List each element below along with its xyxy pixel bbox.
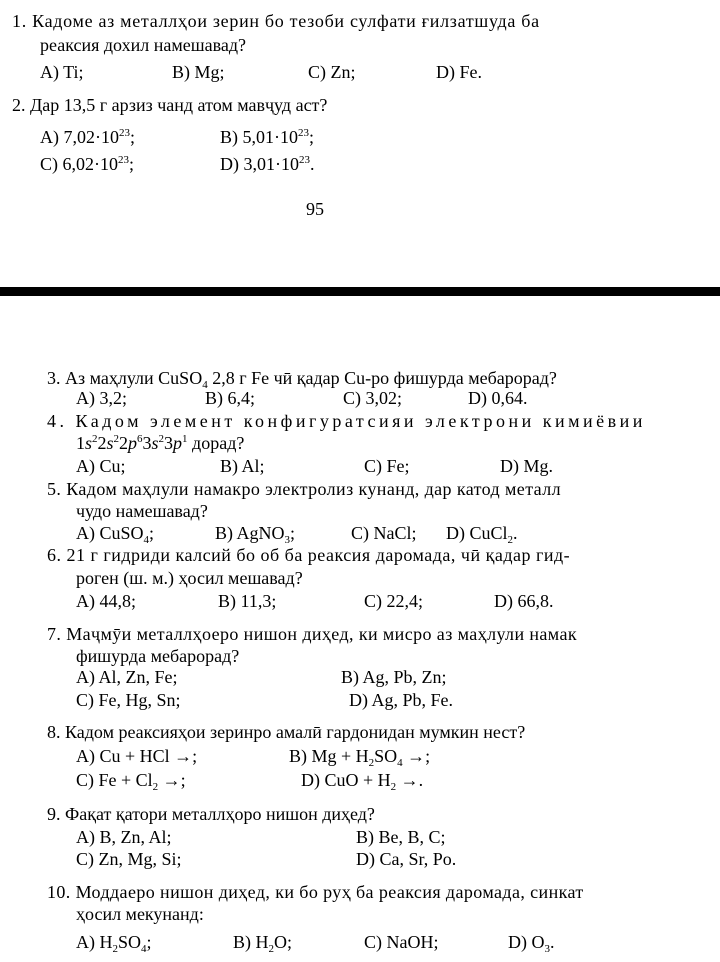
orbital-term: $2s^2$ xyxy=(97,433,120,453)
q4-option-b: B) Al; xyxy=(220,456,265,476)
q3-text: 3. Аз маҳлули CuSO$_4$ 2,8 г Fe чӣ қадар Cu-ро фишурда мебарорад? xyxy=(47,368,557,391)
q4-option-c: C) Fe; xyxy=(364,456,410,476)
q5-option-d: D) CuCl$_2$. xyxy=(446,523,518,546)
orbital-term: $3s^2$ xyxy=(142,433,165,453)
q10-text-line2: ҳосил мекунанд: xyxy=(76,904,204,924)
q2-option-a: A) $7,02\cdot 10^{23}$; xyxy=(40,127,136,147)
q8-option-a: A) Cu + HCl →; xyxy=(76,746,198,766)
q8-option-c: C) $Fe + Cl_2$ →; xyxy=(76,770,186,793)
q7-text-line1: 7. Маҷмӯи металлҳоеро нишон диҳед, ки мисро аз маҳлули намак xyxy=(47,624,577,644)
page-divider xyxy=(0,287,720,296)
q2-text: 2. Дар 13,5 г арзиз чанд атом мавҷуд аст? xyxy=(12,95,328,115)
q4-text-line2: $1s^22s^22p^63s^23p^1$ дорад? xyxy=(76,433,245,453)
q5-text-line1: 5. Кадом маҳлули намакро электролиз кунанд, дар катод металл xyxy=(47,479,561,499)
q8-option-b: B) $Mg + H_2SO_4$ →; xyxy=(289,746,431,769)
q6-text-line2: роген (ш. м.) ҳосил мешавад? xyxy=(76,568,303,588)
q9-option-c: C) Zn, Mg, Si; xyxy=(76,849,182,869)
q4-option-a: A) Cu; xyxy=(76,456,126,476)
q7-option-b: B) Ag, Pb, Zn; xyxy=(341,667,447,687)
q6-option-c: C) 22,4; xyxy=(364,591,424,611)
q7-option-d: D) Ag, Pb, Fe. xyxy=(349,690,454,710)
q4-text-line1: 4. Кадом элемент конфигуратсияи электрони кимиёвии xyxy=(47,411,646,431)
q3-option-b: B) 6,4; xyxy=(205,388,256,408)
orbital-term: $1s^2$ xyxy=(76,433,98,453)
q9-text: 9. Фақат қатори металлҳоро нишон диҳед? xyxy=(47,804,375,824)
q10-option-d: D) $O_3$. xyxy=(508,932,555,955)
q6-text-line1: 6. 21 г гидриди калсий бо об ба реаксия даромада, чӣ қадар гид- xyxy=(47,545,571,565)
q3-option-a: A) 3,2; xyxy=(76,388,127,408)
q9-option-d: D) Ca, Sr, Po. xyxy=(356,849,457,869)
q1-option-d: D) Fe. xyxy=(436,62,482,82)
q1-option-c: C) Zn; xyxy=(308,62,356,82)
q2-option-d: D) $3,01\cdot 10^{23}$. xyxy=(220,154,315,174)
q6-option-a: A) 44,8; xyxy=(76,591,136,611)
q1-option-a: A) Ti; xyxy=(40,62,84,82)
q5-text-line2: чудо намешавад? xyxy=(76,501,208,521)
q5-option-a: A) CuSO$_4$; xyxy=(76,523,155,546)
q10-option-a: A) $H_2SO_4$; xyxy=(76,932,152,955)
q10-option-c: C) NaOH; xyxy=(364,932,439,952)
q9-option-a: A) B, Zn, Al; xyxy=(76,827,172,847)
q8-option-d: D) CuO + $H_2$ →. xyxy=(301,770,424,793)
q2-option-c: C) $6,02\cdot 10^{23}$; xyxy=(40,154,135,174)
q1-option-b: B) Mg; xyxy=(172,62,225,82)
q4-option-d: D) Mg. xyxy=(500,456,553,476)
q2-option-b: B) $5,01\cdot 10^{23}$; xyxy=(220,127,315,147)
q7-option-a: A) Al, Zn, Fe; xyxy=(76,667,178,687)
q5-option-b: B) AgNO$_3$; xyxy=(215,523,296,546)
q7-option-c: C) Fe, Hg, Sn; xyxy=(76,690,181,710)
q5-option-c: C) NaCl; xyxy=(351,523,417,543)
q1-text-line2: реаксия дохил намешавад? xyxy=(40,35,246,55)
q9-option-b: B) Be, B, C; xyxy=(356,827,446,847)
q7-text-line2: фишурда мебарорад? xyxy=(76,646,240,666)
q3-option-d: D) 0,64. xyxy=(468,388,528,408)
q1-text-line1: 1. Кадоме аз металлҳои зерин бо тезоби сулфати ғилзатшуда ба xyxy=(12,11,540,31)
electron-configuration xyxy=(76,433,188,453)
q10-text-line1: 10. Моддаеро нишон диҳед, ки бо руҳ ба реаксия даромада, синкат xyxy=(47,882,584,902)
orbital-term: $2p^6$ xyxy=(119,433,143,453)
orbital-term: $3p^1$ xyxy=(164,433,188,453)
q8-text: 8. Кадом реаксияҳои зеринро амалӣ гардонидан мумкин нест? xyxy=(47,722,526,742)
q6-option-b: B) 11,3; xyxy=(218,591,277,611)
q6-option-d: D) 66,8. xyxy=(494,591,554,611)
page-number: 95 xyxy=(306,199,324,219)
q3-option-c: C) 3,02; xyxy=(343,388,403,408)
q10-option-b: B) $H_2O$; xyxy=(233,932,292,955)
